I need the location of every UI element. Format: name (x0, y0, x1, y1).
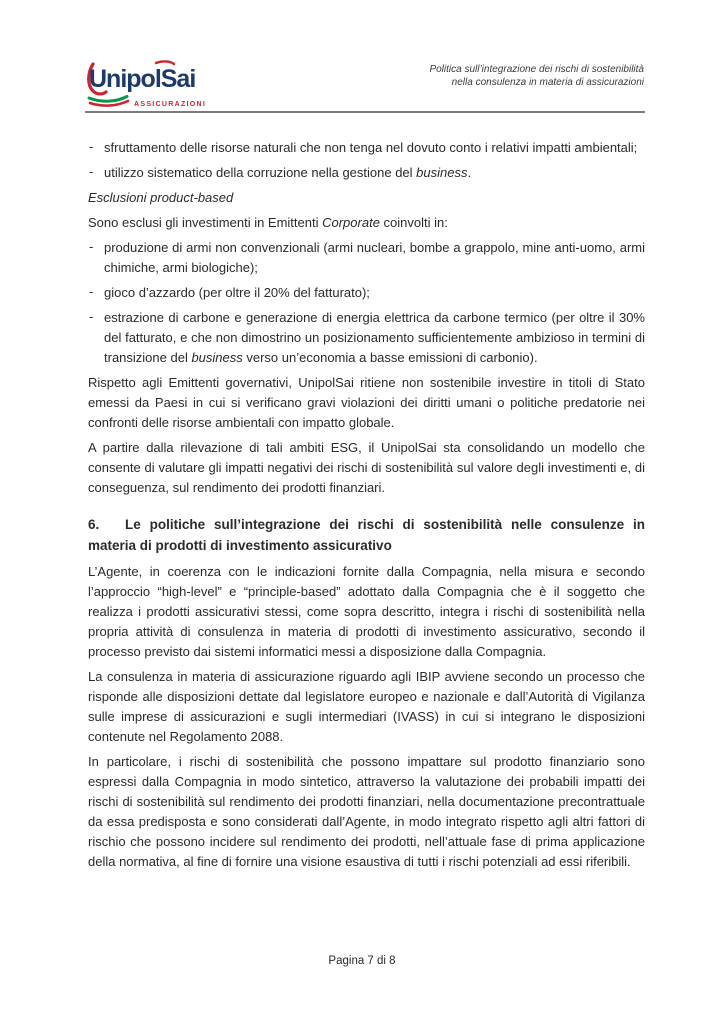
document-body (88, 138, 645, 877)
text-run: verso un’economia a basse emissioni di carbonio). (242, 350, 538, 365)
bullet-dash-marker: - (89, 284, 94, 299)
header-title-line2: nella consulenza in materia di assicurazioni (451, 76, 644, 88)
bullet-item (88, 308, 645, 368)
text-run: coinvolti in: (379, 215, 448, 230)
paragraph (88, 752, 645, 872)
paragraph (88, 438, 645, 498)
paragraph (88, 213, 645, 233)
unipolsai-logo (86, 60, 211, 112)
text-run: Corporate (322, 215, 380, 230)
paragraph (88, 188, 645, 208)
logo-green-wave-icon (89, 97, 127, 102)
logo-brand-text: UnipolSai (89, 65, 196, 93)
text-run: A partire dalla rilevazione di tali ambiti ESG, il UnipolSai sta consolidando un modello che consente di valutare gli impatti negativi dei rischi di sostenibilità sul valore degli investimenti e, di conseguenza, sul rendimento dei prodotti finanziari. (88, 440, 645, 495)
text-run: L’Agente, in coerenza con le indicazioni fornite dalla Compagnia, nella misura e secondo l’approccio “high-level” e “principle-based” adottato dalla Compagnia che è il soggetto che realizza i prodotti assicurativi stessi, come sopra descritto, integra i rischi di sostenibilità nella propria attività di consulenza in materia di prodotti di investimento assicurativo, secondo il processo previsto dai sistemi informatici messi a disposizione dalla Compagnia. (88, 564, 645, 659)
text-run: Le politiche sull’integrazione dei rischi di sostenibilità nelle consulenze in materia di prodotti di investimento assicurativo (88, 517, 645, 553)
text-run: La consulenza in materia di assicurazione riguardo agli IBIP avviene secondo un processo che risponde alle disposizioni dettate dal legislatore europeo e nazionale e dall’Autorità di Vigilanza sulle imprese di assicurazioni e sugli intermediari (IVASS) in cui si integrano le disposizioni contenute nel Regolamento 2088. (88, 669, 645, 744)
unipolsai-logo-icon (86, 60, 211, 112)
text-run: sfruttamento delle risorse naturali che non tenga nel dovuto conto i relativi impatti ambientali; (104, 140, 638, 155)
logo-subtitle-text: ASSICURAZIONI (134, 101, 207, 108)
bullet-item (88, 163, 645, 183)
bullet-dash-marker: - (89, 139, 94, 154)
paragraph (88, 667, 645, 747)
bullet-item (88, 238, 645, 278)
page-number: Pagina 7 di 8 (328, 955, 396, 967)
text-run: utilizzo sistematico della corruzione nella gestione del (104, 165, 417, 180)
section-heading (88, 514, 645, 556)
logo-s-accent-icon (156, 61, 174, 64)
bullet-dash-marker: - (89, 309, 94, 324)
header-divider (85, 111, 645, 113)
text-run: Sono esclusi gli investimenti in Emittenti (88, 215, 323, 230)
paragraph (88, 562, 645, 662)
text-run: gioco d’azzardo (per oltre il 20% del fatturato); (104, 285, 370, 300)
text-run: In particolare, i rischi di sostenibilità che possono impattare sul prodotto finanziario sono espressi dalla Compagnia in modo sintetico, attraverso la valutazione dei probabili impatti dei rischi di sostenibilità sul rendimento dei prodotti finanziari, nella documentazione precontrattuale da essa predisposta e sono considerati dall’Agente, in modo integrato rispetto agli altri fattori di rischio che possono incidere sul rendimento dei prodotti, nell’attuale fase di prima applicazione della normativa, al fine di fornire una visione esaustiva di tutti i rischi potenziali ad essi riferibili. (88, 754, 645, 869)
text-run: . (467, 165, 472, 180)
bullet-item (88, 283, 645, 303)
text-run: estrazione di carbone e generazione di energia elettrica da carbone termico (per oltre il 30% del fatturato, e che non dimostrino un posizionamento sufficientemente ambizioso in termini di transizione del (104, 310, 645, 365)
header-title-line1: Politica sull’integrazione dei rischi di sostenibilità (429, 64, 644, 75)
bullet-item (88, 138, 645, 158)
text-run: business (416, 165, 468, 180)
text-run: business (191, 350, 243, 365)
heading-number: 6. (88, 517, 100, 532)
bullet-dash-marker: - (89, 164, 94, 179)
page-footer (0, 955, 724, 967)
bullet-dash-marker: - (89, 239, 94, 254)
header-doc-title (429, 64, 644, 89)
text-run: Esclusioni product-based (88, 190, 234, 205)
text-run: produzione di armi non convenzionali (armi nucleari, bombe a grappolo, mine anti-uomo, armi chimiche, armi biologiche); (104, 240, 645, 275)
paragraph (88, 373, 645, 433)
text-run: Rispetto agli Emittenti governativi, UnipolSai ritiene non sostenibile investire in titoli di Stato emessi da Paesi in cui si verificano gravi violazioni dei diritti umani o politiche predatorie nei confronti delle risorse ambientali con impatto globale. (88, 375, 645, 430)
